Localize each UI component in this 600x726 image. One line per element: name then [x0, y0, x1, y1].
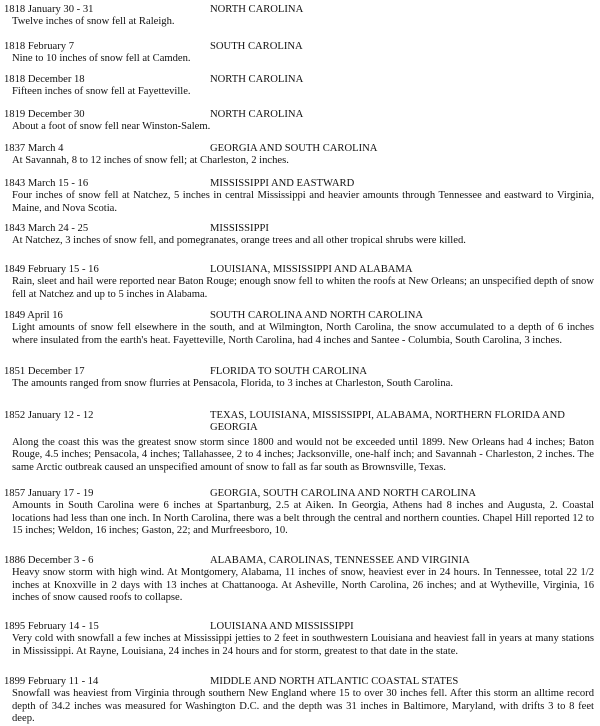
entry-text: Along the coast this was the greatest snow storm since 1800 and would not be exceeded until 1899. New Orleans had 4 inches; Baton Rouge, 4.5 inches; Pensacola, 4 inches; Tallahassee, 2 to 4 inches; Jacksonville, one-half inch; and Savannah - Charleston, 2 inches. The same Arctic outbreak caused an unspecified amount of snow to fall as far south as Brownsville, Texas. — [12, 436, 594, 473]
entry-text: Heavy snow storm with high wind. At Montgomery, Alabama, 11 inches of snow, heaviest ever in 24 hours. In Tennessee, total 22 1/2 inches at Knoxville in 2 days with 13 inches at Chattanooga. At Asheville, North Carolina, 26 inches; and at Wytheville, Virginia, 16 inches of snow caused roofs to collapse. — [12, 567, 594, 604]
entry-region: MIDDLE AND NORTH ATLANTIC COASTAL STATES — [210, 676, 459, 687]
entry-date: 1819 December 30 — [4, 109, 85, 120]
entry-region: NORTH CAROLINA — [210, 109, 304, 120]
entry-text: Light amounts of snow fell elsewhere in the south, and at Wilmington, North Carolina, the snow accumulated to a depth of 6 inches where insulated from the earth's heat. Fayetteville, North Carolina, had 4 inches and Santee - Columbia, South Carolina, 3 inches. — [12, 322, 594, 346]
entry-region: NORTH CAROLINA — [210, 74, 304, 85]
entry-text: About a foot of snow fell near Winston-Salem. — [12, 121, 211, 133]
entry-1849-apr — [4, 310, 594, 347]
entry-date: 1886 December 3 - 6 — [4, 555, 94, 566]
entry-text: Fifteen inches of snow fell at Fayetteville. — [12, 86, 191, 98]
entry-1849-feb — [4, 264, 594, 301]
entry-date: 1837 March 4 — [4, 143, 64, 154]
entry-1857-jan — [4, 488, 594, 538]
entry-1819-dec — [4, 109, 594, 134]
entry-text: At Savannah, 8 to 12 inches of snow fell; at Charleston, 2 inches. — [12, 155, 289, 167]
entry-region: LOUISIANA AND MISSISSIPPI — [210, 621, 354, 632]
entry-region: TEXAS, LOUISIANA, MISSISSIPPI, ALABAMA, NORTHERN FLORIDA AND GEORGIA — [210, 410, 565, 434]
entry-text: Amounts in South Carolina were 6 inches at Spartanburg, 2.5 at Aiken. In Georgia, Athens had 8 inches and Augusta, 2. Coastal locations had less than one inch. In North Carolina, there was a belt through the central and northern counties. Chapel Hill reported 12 to 15 inches; Weldon, 16 inches; Gaston, 22; and Murfreesboro, 10. — [12, 500, 594, 537]
entry-date: 1857 January 17 - 19 — [4, 488, 94, 499]
entry-1818-feb — [4, 41, 594, 66]
entry-date: 1849 February 15 - 16 — [4, 264, 99, 275]
entry-date: 1818 January 30 - 31 — [4, 4, 94, 15]
entry-region: FLORIDA TO SOUTH CAROLINA — [210, 366, 368, 377]
entry-date: 1843 March 15 - 16 — [4, 178, 89, 189]
entry-region: GEORGIA AND SOUTH CAROLINA — [210, 143, 378, 154]
entry-region: MISSISSIPPI AND EASTWARD — [210, 178, 355, 189]
entry-region: GEORGIA, SOUTH CAROLINA AND NORTH CAROLINA — [210, 488, 476, 499]
entry-1818-jan — [4, 4, 594, 29]
entry-text: Snowfall was heaviest from Virginia through southern New England where 15 to over 30 inches fell. After this storm an alltime record depth of 34.2 inches was measured for Washington D.C. and the depth was 31 inches in Baltimore, Maryland, with drifts 3 to 8 feet deep. — [12, 688, 594, 725]
entry-1899-feb — [4, 676, 594, 726]
entry-date: 1899 February 11 - 14 — [4, 676, 99, 687]
entry-1818-dec — [4, 74, 594, 99]
entry-date: 1843 March 24 - 25 — [4, 223, 89, 234]
entry-date: 1851 December 17 — [4, 366, 85, 377]
entry-text: At Natchez, 3 inches of snow fell, and pomegranates, orange trees and all other tropical shrubs were killed. — [12, 235, 466, 247]
entry-text: Four inches of snow fell at Natchez, 5 inches in central Mississippi and heavier amounts through Tennessee and eastward to Virginia, Maine, and Nova Scotia. — [12, 190, 594, 214]
entry-region: SOUTH CAROLINA — [210, 41, 303, 52]
entry-date: 1895 February 14 - 15 — [4, 621, 99, 632]
entry-1843-mar-24 — [4, 223, 594, 248]
entry-region: SOUTH CAROLINA AND NORTH CAROLINA — [210, 310, 424, 321]
entry-region: NORTH CAROLINA — [210, 4, 304, 15]
entry-text: The amounts ranged from snow flurries at Pensacola, Florida, to 3 inches at Charleston, South Carolina. — [12, 378, 454, 390]
entry-1852-jan — [4, 410, 594, 474]
entry-date: 1852 January 12 - 12 — [4, 410, 94, 421]
entry-region: MISSISSIPPI — [210, 223, 269, 234]
entry-text: Very cold with snowfall a few inches at Mississippi jetties to 2 feet in southwestern Louisiana and heaviest fall in years at many stations in Mississippi. At Rayne, Louisiana, 24 inches in 24 hours and for storm, greatest to that date in the state. — [12, 633, 594, 657]
entry-text: Nine to 10 inches of snow fell at Camden. — [12, 53, 191, 65]
entry-1886-dec — [4, 555, 594, 605]
entry-1837-mar — [4, 143, 594, 168]
entry-1851-dec — [4, 366, 594, 391]
entry-region: ALABAMA, CAROLINAS, TENNESSEE AND VIRGINIA — [210, 555, 470, 566]
entry-date: 1849 April 16 — [4, 310, 63, 321]
entry-1895-feb — [4, 621, 594, 658]
entry-date: 1818 February 7 — [4, 41, 75, 52]
entry-1843-mar-15 — [4, 178, 594, 215]
entry-region: LOUISIANA, MISSISSIPPI AND ALABAMA — [210, 264, 413, 275]
entry-date: 1818 December 18 — [4, 74, 85, 85]
entry-text: Twelve inches of snow fell at Raleigh. — [12, 16, 175, 28]
entry-text: Rain, sleet and hail were reported near Baton Rouge; enough snow fell to whiten the roofs at New Orleans; an unspecified depth of snow fell at Natchez and up to 5 inches in Alabama. — [12, 276, 594, 300]
